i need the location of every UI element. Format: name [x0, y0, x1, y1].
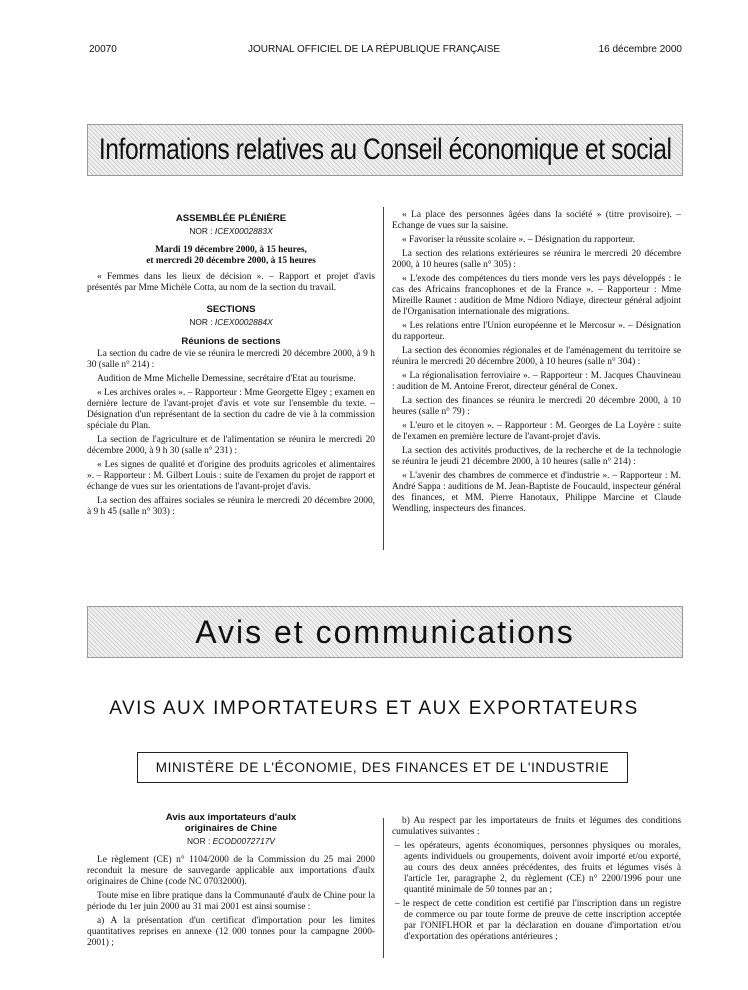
paragraph: « L'avenir des chambres de commerce et d'industrie ». – Rapporteur : M. André Sappa : auditions de M. Jean-Baptiste de Foucauld, inspecteur général des finances, et MM. Pierre Hanotaux, Philippe Marcine et Claude Wendling, inspecteurs des finances. — [392, 471, 681, 514]
left-column-1 — [87, 207, 375, 521]
paragraph-femmes: « Femmes dans les lieux de décision ». – Rapport et projet d'avis présentés par Mme Michèle Cotta, au nom de la section du travail. — [87, 272, 375, 293]
banner-avis-text: Avis et communications — [195, 613, 575, 650]
nor-3: NOR : ECOD0072717V — [187, 836, 275, 846]
heading-reunions: Réunions de sections — [181, 336, 281, 347]
right-column-2 — [392, 816, 681, 946]
paragraph: La section des relations extérieures se réunira le mercredi 20 décembre 2000, à 10 heures (salle n° 305) : — [392, 249, 681, 270]
column-divider-2 — [383, 818, 384, 958]
issue-date: 16 décembre 2000 — [598, 44, 682, 55]
page-number: 20070 — [89, 44, 117, 55]
left-column-2 — [87, 812, 375, 952]
banner-avis — [87, 606, 683, 658]
paragraph: La section des finances se réunira le mercredi 20 décembre 2000, à 10 heures (salle n° 79) : — [392, 396, 681, 417]
ministry-box — [137, 752, 628, 783]
paragraph: « La place des personnes âgées dans la société » (titre provisoire). – Echange de vues sur la saisine. — [392, 210, 681, 231]
session-line-2: et mercredi 20 décembre 2000, à 15 heures — [146, 256, 316, 266]
list-item: – les opérateurs, agents économiques, personnes physiques ou morales, agents individuels ou groupements, doivent avoir importé et/ou exporté, au cours des deux années précédentes, des fruits et légumes visés à l'article 1er, paragraphe 2, du règlement (CE) n° 2200/1996 pour une quantité minimale de 50 tonnes par an ; — [395, 841, 681, 895]
paragraph: « La régionalisation ferroviaire ». – Rapporteur : M. Jacques Chauvineau : audition de M. Antoine Frerot, directeur général de Conex. — [392, 371, 681, 392]
section-title: AVIS AUX IMPORTATEURS ET AUX EXPORTATEURS — [109, 698, 639, 719]
session-line-1: Mardi 19 décembre 2000, à 15 heures, — [155, 245, 307, 255]
paragraph: « Favoriser la réussite scolaire ». – Désignation du rapporteur. — [402, 235, 636, 245]
conditions-list — [392, 841, 681, 943]
journal-title: JOURNAL OFFICIEL DE LA RÉPUBLIQUE FRANÇAISE — [247, 44, 501, 55]
banner-conseil-text: Informations relatives au Conseil économique et social — [98, 133, 672, 166]
paragraph: a) A la présentation d'un certificat d'importation pour les limites quantitatives reprises en annexe (12 000 tonnes pour la campagne 2000-2001) ; — [87, 916, 375, 948]
paragraph: La section des activités productives, de la recherche et de la technologie se réunira le jeudi 21 décembre 2000, à 10 heures (salle n° 214) : — [392, 446, 681, 467]
paragraph: « Les relations entre l'Union européenne et le Mercosur ». – Désignation du rapporteur. — [392, 321, 681, 342]
list-item: – le respect de cette condition est certifié par l'inscription dans un registre de commerce ou par toute forme de preuve de cette inscription acceptée par l'ONIFLHOR et par la déclaration en douane d'importation et/ou d'exportation des opérations antérieures ; — [395, 899, 681, 942]
right-column-1 — [392, 210, 681, 518]
paragraph: Toute mise en libre pratique dans la Communauté d'aulx de Chine pour la période du 1er juin 2000 au 31 mai 2001 est ainsi soumise : — [87, 891, 375, 912]
paragraph: La section de l'agriculture et de l'alimentation se réunira le mercredi 20 décembre 2000, à 9 h 30 (salle n° 231) : — [87, 435, 375, 456]
ministry-label: MINISTÈRE DE L'ÉCONOMIE, DES FINANCES ET DE L'INDUSTRIE — [155, 760, 610, 775]
paragraph: b) Au respect par les importateurs de fruits et légumes des conditions cumulatives suivantes : — [392, 816, 681, 837]
paragraph: La section des affaires sociales se réunira le mercredi 20 décembre 2000, à 9 h 45 (salle n° 303) : — [87, 496, 375, 517]
paragraph: La section des économies régionales et de l'aménagement du territoire se réunira le mercredi 20 décembre 2000, à 10 heures (salle n° 304) : — [392, 346, 681, 367]
paragraph: Audition de Mme Michelle Demessine, secrétaire d'Etat au tourisme. — [97, 374, 356, 384]
notice-title-1: Avis aux importateurs d'aulx — [165, 812, 297, 823]
paragraph: « Les signes de qualité et d'origine des produits agricoles et alimentaires ». – Rapporteur : M. Gilbert Louis : suite de l'examen du projet de rapport et échange de vues sur les orientations de l'avant-projet d'avis. — [87, 460, 375, 492]
notice-title-2: originaires de Chine — [184, 823, 278, 834]
nor-1: NOR : ICEX0002883X — [189, 226, 273, 236]
heading-assemblee: ASSEMBLÉE PLÉNIÈRE — [175, 213, 287, 224]
heading-sections: SECTIONS — [206, 304, 256, 315]
paragraph: La section du cadre de vie se réunira le mercredi 20 décembre 2000, à 9 h 30 (salle n° 214) : — [87, 349, 375, 370]
paragraph: « L'exode des compétences du tiers monde vers les pays développés : le cas des Africains francophones et de la France ». – Rapporteur : Mme Mireille Raunet : audition de Mme Ndioro Ndiaye, directeur général adjoint de l'Organisation internationale des migrations. — [392, 274, 681, 317]
paragraph: « L'euro et le citoyen ». – Rapporteur : M. Georges de La Loyère : suite de l'examen en première lecture de l'avant-projet d'avis. — [392, 421, 681, 442]
paragraph: Le règlement (CE) n° 1104/2000 de la Commission du 25 mai 2000 reconduit la mesure de sauvegarde applicable aux importations d'aulx originaires de Chine (code NC 07032000). — [87, 855, 375, 887]
paragraph: « Les archives orales ». – Rapporteur : Mme Georgette Elgey ; examen en dernière lecture de l'avant-projet d'avis et vote sur l'ensemble du texte. – Désignation d'un représentant de la section du cadre de vie à la commission spéciale du Plan. — [87, 388, 375, 431]
banner-conseil — [87, 124, 683, 176]
column-divider-1 — [383, 207, 384, 550]
nor-2: NOR : ICEX0002884X — [189, 317, 273, 327]
